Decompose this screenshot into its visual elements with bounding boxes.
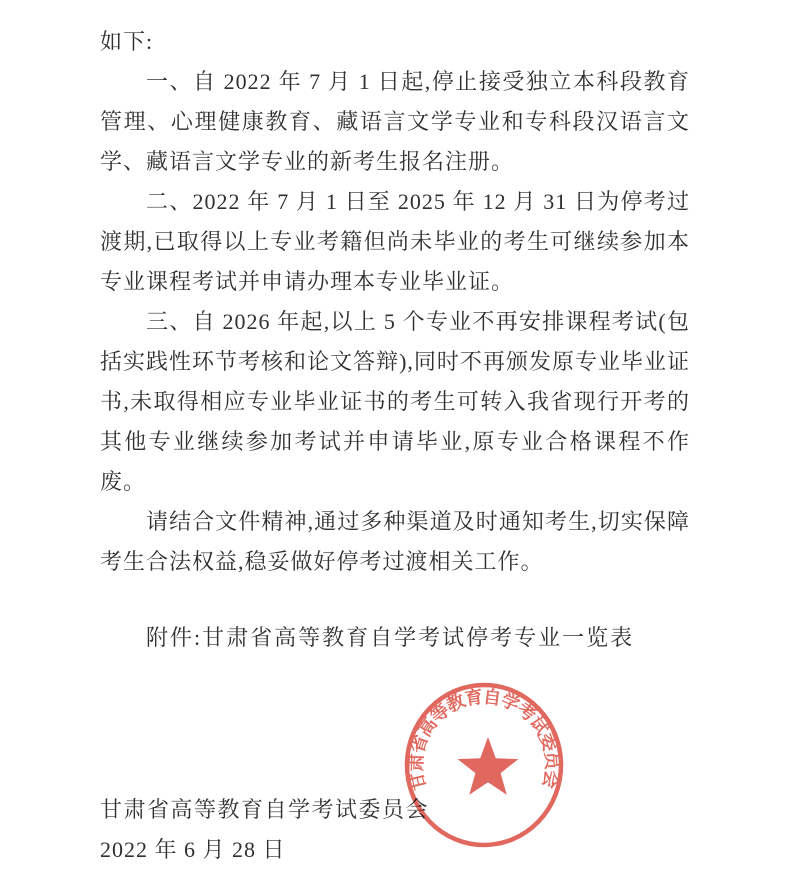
signature-block [100, 790, 690, 870]
paragraph-1: 一、自 2022 年 7 月 1 日起,停止接受独立本科段教育管理、心理健康教育、藏语言文学专业和专科段汉语言文学、藏语言文学专业的新考生报名注册。 [100, 69, 690, 174]
date-line: 2022 年 6 月 28 日 [100, 837, 286, 862]
paragraph-2: 二、2022 年 7 月 1 日至 2025 年 12 月 31 日为停考过渡期,已取得以上专业考籍但尚未毕业的考生可继续参加本专业课程考试并申请办理本专业毕业证。 [100, 189, 690, 294]
intro-line: 如下: [100, 29, 154, 54]
paragraph-4: 请结合文件精神,通过多种渠道及时通知考生,切实保障考生合法权益,稳妥做好停考过渡相关工作。 [100, 509, 690, 574]
signature-line: 甘肃省高等教育自学考试委员会 [100, 797, 430, 822]
paragraph-3: 三、自 2026 年起,以上 5 个专业不再安排课程考试(包括实践性环节考核和论文答辩),同时不再颁发原专业毕业证书,未取得相应专业毕业证书的考生可转入我省现行开考的其他专业继续参加考试并申请毕业,原专业合格课程不作废。 [100, 309, 690, 494]
seal-arc-text: 甘肃省高等教育自学考试委员会 [405, 686, 563, 793]
attachment-line: 附件:甘肃省高等教育自学考试停考专业一览表 [146, 625, 635, 650]
